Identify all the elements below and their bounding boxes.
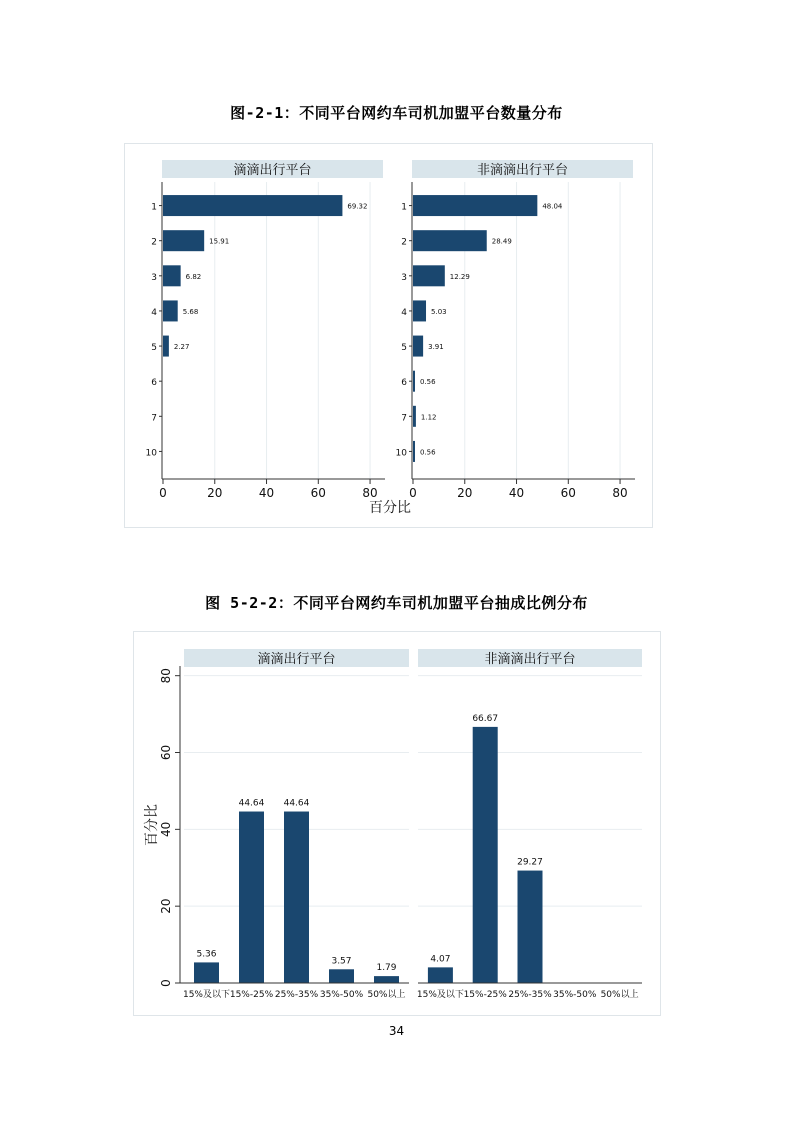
y-category-label: 3: [151, 272, 157, 283]
bar: [518, 871, 543, 983]
bar-value-label: 29.27: [517, 857, 543, 868]
y-category-label: 6: [151, 378, 157, 389]
chart-1-gridlines: [215, 182, 620, 479]
y-tick-label: 20: [159, 898, 173, 914]
bar: [413, 230, 487, 251]
figure-1-frame: [124, 143, 653, 528]
bar-value-label: 44.64: [238, 798, 265, 809]
panel-header-label: 非滴滴出行平台: [476, 163, 569, 178]
bar-value-label: 48.04: [542, 202, 563, 211]
chart-2-commission-rate: [134, 632, 660, 1015]
bar-value-label: 5.68: [182, 307, 199, 316]
bar-value-label: 66.67: [472, 713, 499, 724]
bar-value-label: 15.91: [209, 237, 230, 246]
x-tick-label: 60: [310, 486, 326, 500]
bar: [413, 195, 537, 216]
x-category-label: 35%-50%: [319, 990, 364, 1000]
bar: [239, 812, 264, 983]
y-category-label: 6: [401, 378, 407, 389]
panel-header-label: 非滴滴出行平台: [484, 652, 576, 667]
chart-1-platform-count: [125, 144, 652, 527]
y-category-label: 4: [151, 307, 157, 318]
y-category-label: 7: [401, 413, 407, 424]
bar: [163, 230, 204, 251]
y-category-label: 10: [145, 448, 157, 459]
chart-2-panel-headers: [184, 649, 642, 667]
bar-value-label: 28.49: [491, 237, 512, 246]
bar-value-label: 12.29: [449, 272, 470, 281]
bar-value-label: 1.12: [420, 413, 437, 422]
bar: [473, 727, 498, 983]
bar-value-label: 6.82: [185, 272, 202, 281]
x-tick-label: 40: [258, 486, 275, 500]
bar: [329, 969, 354, 983]
x-category-label: 35%-50%: [553, 990, 597, 1000]
x-category-label: 15%及以下: [416, 990, 464, 1000]
bar-value-label: 1.79: [376, 963, 397, 974]
bar: [413, 265, 445, 286]
x-tick-label: 0: [409, 486, 417, 500]
x-tick-label: 0: [159, 486, 167, 500]
y-tick-label: 80: [159, 668, 173, 684]
chart-1-panel-headers: [162, 160, 633, 178]
x-category-label: 15%-25%: [229, 990, 274, 1000]
figure-1-caption: 图-2-1：不同平台网约车司机加盟平台数量分布: [230, 104, 563, 122]
bar: [163, 195, 342, 216]
bar-value-label: 44.64: [283, 798, 310, 809]
bar: [284, 812, 309, 983]
chart-2-axes: [159, 666, 642, 987]
bar: [413, 371, 415, 392]
panel-header-label: 滴滴出行平台: [257, 652, 336, 667]
x-category-label: 25%-35%: [274, 990, 319, 1000]
x-tick-label: 40: [508, 486, 525, 500]
bar-value-label: 0.56: [420, 448, 436, 457]
x-axis-title: 百分比: [369, 500, 411, 516]
x-category-label: 25%-35%: [508, 990, 552, 1000]
y-category-label: 2: [401, 237, 407, 248]
chart-1-bars: [163, 195, 537, 462]
panel-header-label: 滴滴出行平台: [233, 163, 312, 178]
y-category-label: 2: [151, 237, 157, 248]
bar: [413, 300, 426, 321]
bar-value-label: 5.03: [431, 307, 447, 316]
y-category-label: 5: [401, 343, 407, 354]
bar-value-label: 0.56: [420, 378, 436, 387]
bar: [413, 441, 415, 462]
bar: [413, 336, 423, 357]
y-tick-label: 0: [159, 979, 173, 987]
chart-2-labels: [144, 714, 639, 1000]
bar: [194, 962, 219, 983]
x-tick-label: 80: [362, 486, 378, 500]
y-axis-title: 百分比: [144, 804, 160, 846]
bar-value-label: 3.57: [331, 956, 352, 967]
bar-value-label: 4.07: [430, 954, 451, 965]
bar-value-label: 2.27: [173, 343, 190, 352]
bar: [163, 336, 169, 357]
bar-value-label: 69.32: [347, 202, 368, 211]
chart-2-bars: [194, 727, 543, 983]
x-category-label: 50%以上: [600, 990, 639, 1000]
x-tick-label: 20: [207, 486, 223, 500]
y-category-label: 5: [151, 343, 157, 354]
bar: [163, 300, 178, 321]
x-tick-label: 80: [612, 486, 628, 500]
figure-2-frame: [133, 631, 661, 1016]
page-number: 34: [388, 1024, 405, 1038]
figure-2-caption: 图 5-2-2：不同平台网约车司机加盟平台抽成比例分布: [205, 594, 588, 612]
bar: [374, 976, 399, 983]
y-category-label: 4: [401, 307, 407, 318]
y-tick-label: 60: [159, 744, 173, 761]
bar-value-label: 3.91: [428, 343, 444, 352]
y-category-label: 10: [395, 448, 407, 459]
x-tick-label: 20: [457, 486, 473, 500]
x-category-label: 15%-25%: [463, 990, 507, 1000]
bar: [413, 406, 416, 427]
y-tick-label: 40: [159, 821, 173, 837]
x-tick-label: 60: [560, 486, 576, 500]
y-category-label: 1: [401, 202, 407, 213]
y-category-label: 7: [151, 413, 157, 424]
bar: [428, 967, 453, 983]
y-category-label: 3: [401, 272, 407, 283]
bar: [163, 265, 181, 286]
chart-1-labels: [146, 203, 563, 516]
x-category-label: 50%以上: [367, 990, 406, 1000]
y-category-label: 1: [151, 202, 157, 213]
bar-value-label: 5.36: [196, 949, 217, 960]
x-category-label: 15%及以下: [182, 990, 231, 1000]
